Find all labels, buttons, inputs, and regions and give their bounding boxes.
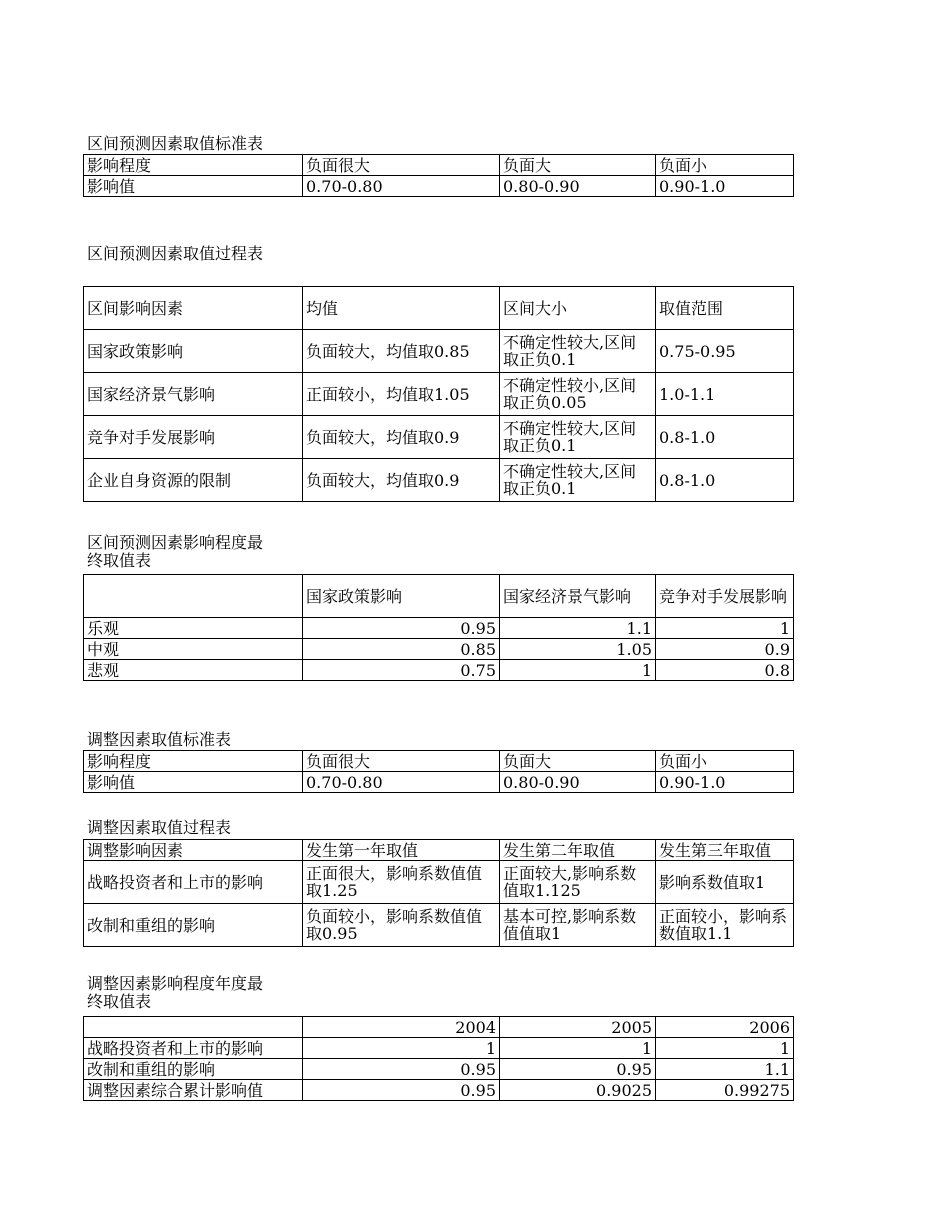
table-row xyxy=(84,618,794,639)
table4-title: 调整因素取值标准表 xyxy=(87,730,232,749)
cell[interactable]: 0.90-1.0 xyxy=(656,176,794,197)
header-cell[interactable]: 负面小 xyxy=(656,155,794,176)
table-row xyxy=(84,904,794,947)
table-header-row xyxy=(84,751,794,772)
cell[interactable]: 正面很大，影响系数值值取1.25 xyxy=(303,861,500,904)
cell[interactable]: 企业自身资源的限制 xyxy=(84,459,303,502)
cell[interactable]: 负面较大，均值取0.85 xyxy=(303,330,500,373)
header-cell[interactable]: 区间影响因素 xyxy=(84,287,303,330)
cell[interactable]: 0.8 xyxy=(656,660,794,681)
header-cell[interactable]: 负面很大 xyxy=(303,751,500,772)
header-cell[interactable]: 发生第一年取值 xyxy=(303,840,500,861)
table-row xyxy=(84,660,794,681)
cell[interactable]: 0.95 xyxy=(500,1059,656,1080)
table-header-row xyxy=(84,1017,794,1038)
table3-title-line2: 终取值表 xyxy=(87,551,152,570)
cell[interactable]: 国家政策影响 xyxy=(84,330,303,373)
cell[interactable]: 影响值 xyxy=(84,772,303,793)
cell[interactable]: 0.80-0.90 xyxy=(500,176,656,197)
cell[interactable]: 基本可控,影响系数值值取1 xyxy=(500,904,656,947)
cell[interactable]: 不确定性较大,区间取正负0.1 xyxy=(500,416,656,459)
table3-title-line1: 区间预测因素影响程度最 xyxy=(87,533,264,552)
standard-table-interval xyxy=(83,154,794,197)
table-row xyxy=(84,1038,794,1059)
cell[interactable]: 0.70-0.80 xyxy=(303,176,500,197)
cell[interactable]: 0.90-1.0 xyxy=(656,772,794,793)
cell[interactable]: 1 xyxy=(303,1038,500,1059)
cell[interactable]: 不确定性较小,区间取正负0.05 xyxy=(500,373,656,416)
cell[interactable]: 0.70-0.80 xyxy=(303,772,500,793)
cell[interactable]: 负面较大，均值取0.9 xyxy=(303,416,500,459)
table-row xyxy=(84,330,794,373)
table1-title: 区间预测因素取值标准表 xyxy=(87,134,264,153)
table5-title: 调整因素取值过程表 xyxy=(87,818,232,837)
standard-table-adjust xyxy=(83,750,794,793)
table-row xyxy=(84,416,794,459)
cell[interactable]: 改制和重组的影响 xyxy=(84,1059,303,1080)
header-cell[interactable]: 负面很大 xyxy=(303,155,500,176)
table-row xyxy=(84,772,794,793)
cell[interactable]: 竞争对手发展影响 xyxy=(84,416,303,459)
cell[interactable]: 1.1 xyxy=(656,1059,794,1080)
header-cell[interactable]: 发生第二年取值 xyxy=(500,840,656,861)
cell[interactable]: 改制和重组的影响 xyxy=(84,904,303,947)
process-table-adjust xyxy=(83,839,794,947)
cell[interactable]: 战略投资者和上市的影响 xyxy=(84,1038,303,1059)
cell[interactable]: 1 xyxy=(656,1038,794,1059)
cell[interactable]: 不确定性较大,区间取正负0.1 xyxy=(500,330,656,373)
header-cell[interactable]: 2005 xyxy=(500,1017,656,1038)
cell[interactable]: 0.9025 xyxy=(500,1080,656,1101)
table-row xyxy=(84,176,794,197)
cell[interactable]: 0.8-1.0 xyxy=(656,416,794,459)
cell[interactable]: 负面较大，均值取0.9 xyxy=(303,459,500,502)
cell[interactable]: 负面较小，影响系数值值取0.95 xyxy=(303,904,500,947)
cell[interactable]: 1.0-1.1 xyxy=(656,373,794,416)
header-cell[interactable] xyxy=(84,1017,303,1038)
cell[interactable]: 0.99275 xyxy=(656,1080,794,1101)
cell[interactable]: 0.85 xyxy=(303,639,500,660)
header-cell[interactable]: 负面大 xyxy=(500,155,656,176)
table-header-row xyxy=(84,575,794,618)
cell[interactable]: 战略投资者和上市的影响 xyxy=(84,861,303,904)
cell[interactable]: 影响系数值取1 xyxy=(656,861,794,904)
cell[interactable]: 0.95 xyxy=(303,1059,500,1080)
table-row xyxy=(84,459,794,502)
table6-title-line1: 调整因素影响程度年度最 xyxy=(87,974,264,993)
cell[interactable]: 国家经济景气影响 xyxy=(84,373,303,416)
final-table-interval xyxy=(83,574,794,681)
header-cell[interactable]: 影响程度 xyxy=(84,155,303,176)
cell[interactable]: 0.95 xyxy=(303,1080,500,1101)
cell[interactable]: 调整因素综合累计影响值 xyxy=(84,1080,303,1101)
cell[interactable]: 正面较小，均值取1.05 xyxy=(303,373,500,416)
cell[interactable]: 0.8-1.0 xyxy=(656,459,794,502)
header-cell[interactable] xyxy=(84,575,303,618)
header-cell[interactable]: 国家经济景气影响 xyxy=(500,575,656,618)
header-cell[interactable]: 2004 xyxy=(303,1017,500,1038)
cell[interactable]: 影响值 xyxy=(84,176,303,197)
final-table-adjust xyxy=(83,1016,794,1101)
cell[interactable]: 乐观 xyxy=(84,618,303,639)
header-cell[interactable]: 发生第三年取值 xyxy=(656,840,794,861)
header-cell[interactable]: 区间大小 xyxy=(500,287,656,330)
header-cell[interactable]: 国家政策影响 xyxy=(303,575,500,618)
header-cell[interactable]: 负面小 xyxy=(656,751,794,772)
cell[interactable]: 0.9 xyxy=(656,639,794,660)
process-table-interval xyxy=(83,286,794,502)
header-cell[interactable]: 取值范围 xyxy=(656,287,794,330)
cell[interactable]: 0.75 xyxy=(303,660,500,681)
header-cell[interactable]: 负面大 xyxy=(500,751,656,772)
cell[interactable]: 不确定性较大,区间取正负0.1 xyxy=(500,459,656,502)
cell[interactable]: 0.95 xyxy=(303,618,500,639)
header-cell[interactable]: 竞争对手发展影响 xyxy=(656,575,794,618)
table-row xyxy=(84,639,794,660)
cell[interactable]: 1.1 xyxy=(500,618,656,639)
table-row xyxy=(84,1080,794,1101)
table-row xyxy=(84,861,794,904)
cell[interactable]: 正面较小，影响系数值取1.1 xyxy=(656,904,794,947)
cell[interactable]: 1 xyxy=(656,618,794,639)
table2-title: 区间预测因素取值过程表 xyxy=(87,244,264,263)
cell[interactable]: 0.80-0.90 xyxy=(500,772,656,793)
cell[interactable]: 1 xyxy=(500,660,656,681)
header-cell[interactable]: 均值 xyxy=(303,287,500,330)
cell[interactable]: 中观 xyxy=(84,639,303,660)
table-row xyxy=(84,1059,794,1080)
cell[interactable]: 1 xyxy=(500,1038,656,1059)
table6-title-line2: 终取值表 xyxy=(87,992,152,1011)
table-header-row xyxy=(84,840,794,861)
table-header-row xyxy=(84,155,794,176)
cell[interactable]: 悲观 xyxy=(84,660,303,681)
header-cell[interactable]: 2006 xyxy=(656,1017,794,1038)
header-cell[interactable]: 影响程度 xyxy=(84,751,303,772)
cell[interactable]: 0.75-0.95 xyxy=(656,330,794,373)
cell[interactable]: 1.05 xyxy=(500,639,656,660)
table-header-row xyxy=(84,287,794,330)
cell[interactable]: 正面较大,影响系数值取1.125 xyxy=(500,861,656,904)
table-row xyxy=(84,373,794,416)
header-cell[interactable]: 调整影响因素 xyxy=(84,840,303,861)
